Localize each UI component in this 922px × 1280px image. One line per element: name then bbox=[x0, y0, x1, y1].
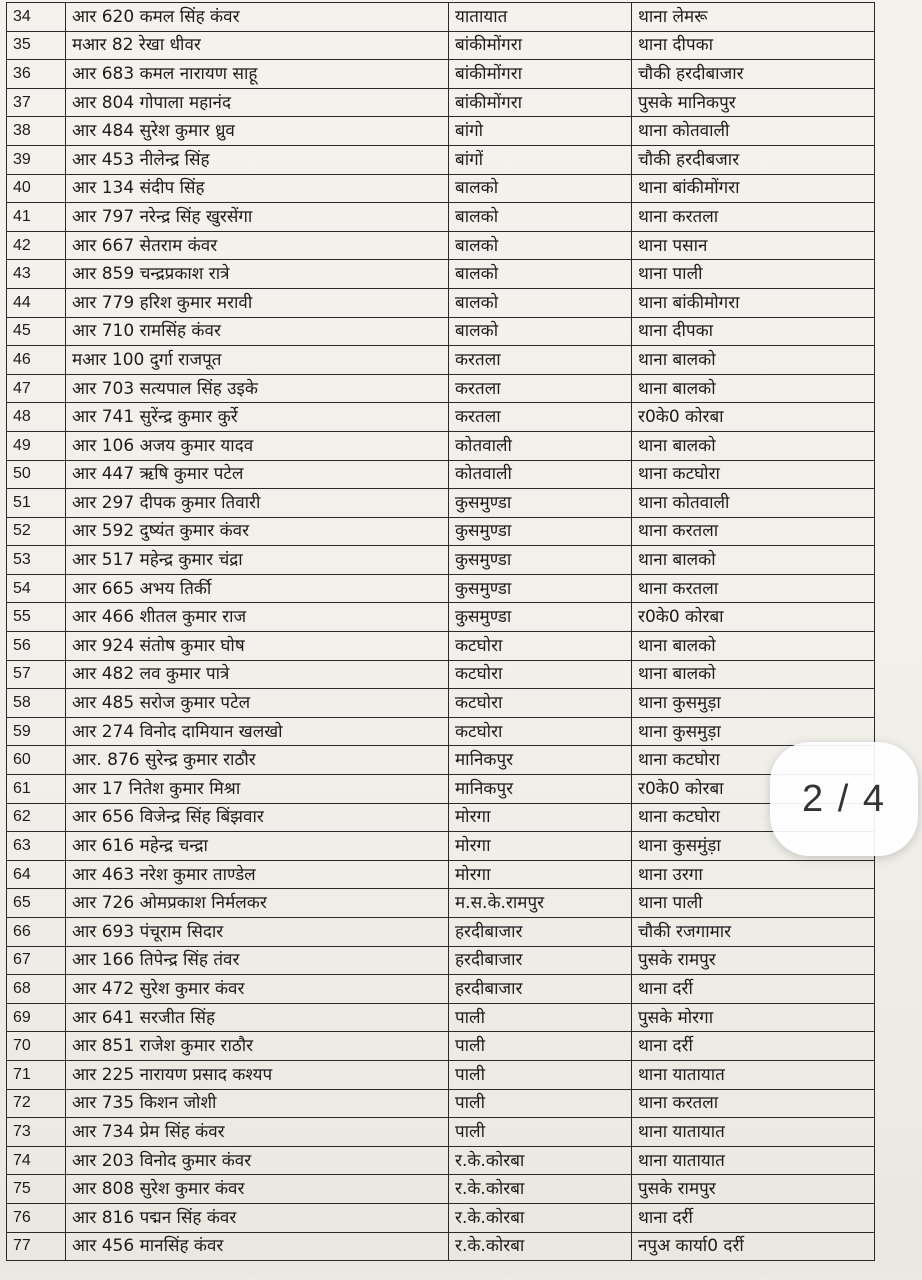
serial-number: 72 bbox=[7, 1089, 66, 1118]
table-row bbox=[7, 60, 912, 89]
employee-name: आर. 876 सुरेन्द्र कुमार राठौर bbox=[66, 746, 449, 775]
to-posting: थाना बालको bbox=[632, 346, 875, 375]
serial-number: 38 bbox=[7, 117, 66, 146]
to-posting: पुसके रामपुर bbox=[632, 946, 875, 975]
table-row bbox=[7, 31, 912, 60]
table-row bbox=[7, 460, 912, 489]
margin-cell bbox=[875, 517, 912, 546]
table-row bbox=[7, 946, 912, 975]
to-posting: थाना पसान bbox=[632, 231, 875, 260]
table-row bbox=[7, 1003, 912, 1032]
to-posting: थाना बालको bbox=[632, 660, 875, 689]
serial-number: 70 bbox=[7, 1032, 66, 1061]
serial-number: 37 bbox=[7, 88, 66, 117]
employee-name: आर 693 पंचूराम सिदार bbox=[66, 918, 449, 947]
serial-number: 41 bbox=[7, 203, 66, 232]
margin-cell bbox=[875, 489, 912, 518]
from-posting: करतला bbox=[449, 346, 632, 375]
serial-number: 61 bbox=[7, 775, 66, 804]
margin-cell bbox=[875, 1060, 912, 1089]
serial-number: 77 bbox=[7, 1232, 66, 1261]
serial-number: 53 bbox=[7, 546, 66, 575]
employee-name: आर 485 सरोज कुमार पटेल bbox=[66, 689, 449, 718]
from-posting: हरदीबाजार bbox=[449, 946, 632, 975]
from-posting: मानिकपुर bbox=[449, 775, 632, 804]
employee-name: आर 620 कमल सिंह कंवर bbox=[66, 3, 449, 32]
from-posting: बांगों bbox=[449, 145, 632, 174]
to-posting: थाना कोतवाली bbox=[632, 117, 875, 146]
table-row bbox=[7, 88, 912, 117]
margin-cell bbox=[875, 60, 912, 89]
margin-cell bbox=[875, 460, 912, 489]
from-posting: कटघोरा bbox=[449, 717, 632, 746]
employee-name: आर 447 ऋषि कुमार पटेल bbox=[66, 460, 449, 489]
serial-number: 63 bbox=[7, 832, 66, 861]
margin-cell bbox=[875, 346, 912, 375]
table-row bbox=[7, 1089, 912, 1118]
to-posting: थाना करतला bbox=[632, 203, 875, 232]
serial-number: 39 bbox=[7, 145, 66, 174]
employee-name: आर 203 विनोद कुमार कंवर bbox=[66, 1146, 449, 1175]
to-posting: थाना यातायात bbox=[632, 1118, 875, 1147]
to-posting: थाना बालको bbox=[632, 431, 875, 460]
employee-name: आर 641 सरजीत सिंह bbox=[66, 1003, 449, 1032]
to-posting: थाना कटघोरा bbox=[632, 460, 875, 489]
from-posting: कोतवाली bbox=[449, 431, 632, 460]
table-row bbox=[7, 1060, 912, 1089]
serial-number: 43 bbox=[7, 260, 66, 289]
table-row bbox=[7, 1203, 912, 1232]
serial-number: 73 bbox=[7, 1118, 66, 1147]
to-posting: चौकी रजगामार bbox=[632, 918, 875, 947]
table-row bbox=[7, 374, 912, 403]
table-row bbox=[7, 346, 912, 375]
serial-number: 35 bbox=[7, 31, 66, 60]
serial-number: 71 bbox=[7, 1060, 66, 1089]
to-posting: थाना बालको bbox=[632, 546, 875, 575]
table-row bbox=[7, 174, 912, 203]
from-posting: बांकीमोंगरा bbox=[449, 31, 632, 60]
margin-cell bbox=[875, 374, 912, 403]
margin-cell bbox=[875, 260, 912, 289]
table-row bbox=[7, 1118, 912, 1147]
table-row bbox=[7, 889, 912, 918]
employee-name: आर 735 किशन जोशी bbox=[66, 1089, 449, 1118]
from-posting: बालको bbox=[449, 288, 632, 317]
from-posting: पाली bbox=[449, 1003, 632, 1032]
table-row bbox=[7, 918, 912, 947]
from-posting: र.के.कोरबा bbox=[449, 1146, 632, 1175]
from-posting: कुसमुण्डा bbox=[449, 546, 632, 575]
employee-name: आर 466 शीतल कुमार राज bbox=[66, 603, 449, 632]
table-row bbox=[7, 317, 912, 346]
from-posting: बालको bbox=[449, 317, 632, 346]
from-posting: बांकीमोंगरा bbox=[449, 60, 632, 89]
margin-cell bbox=[875, 1032, 912, 1061]
table-row bbox=[7, 632, 912, 661]
to-posting: र0के0 कोरबा bbox=[632, 603, 875, 632]
employee-name: आर 592 दुष्यंत कुमार कंवर bbox=[66, 517, 449, 546]
table-row bbox=[7, 1175, 912, 1204]
serial-number: 51 bbox=[7, 489, 66, 518]
from-posting: कटघोरा bbox=[449, 689, 632, 718]
table-row bbox=[7, 1032, 912, 1061]
table-row bbox=[7, 403, 912, 432]
serial-number: 74 bbox=[7, 1146, 66, 1175]
serial-number: 69 bbox=[7, 1003, 66, 1032]
employee-name: आर 134 संदीप सिंह bbox=[66, 174, 449, 203]
employee-name: आर 924 संतोष कुमार घोष bbox=[66, 632, 449, 661]
serial-number: 76 bbox=[7, 1203, 66, 1232]
to-posting: थाना दर्री bbox=[632, 1032, 875, 1061]
serial-number: 64 bbox=[7, 860, 66, 889]
from-posting: र.के.कोरबा bbox=[449, 1232, 632, 1261]
from-posting: बालको bbox=[449, 203, 632, 232]
table-row bbox=[7, 3, 912, 32]
margin-cell bbox=[875, 31, 912, 60]
from-posting: यातायात bbox=[449, 3, 632, 32]
to-posting: थाना कुसमुड़ा bbox=[632, 689, 875, 718]
margin-cell bbox=[875, 3, 912, 32]
serial-number: 57 bbox=[7, 660, 66, 689]
margin-cell bbox=[875, 946, 912, 975]
from-posting: कटघोरा bbox=[449, 660, 632, 689]
employee-name: आर 816 पद्मन सिंह कंवर bbox=[66, 1203, 449, 1232]
margin-cell bbox=[875, 975, 912, 1004]
to-posting: चौकी हरदीबजार bbox=[632, 145, 875, 174]
to-posting: थाना कटघोरा bbox=[632, 746, 875, 775]
margin-cell bbox=[875, 403, 912, 432]
margin-cell bbox=[875, 1175, 912, 1204]
table-row bbox=[7, 1232, 912, 1261]
table-row bbox=[7, 860, 912, 889]
margin-cell bbox=[875, 174, 912, 203]
to-posting: नपुअ कार्या0 दर्री bbox=[632, 1232, 875, 1261]
transfer-roster-table bbox=[6, 2, 911, 1261]
serial-number: 46 bbox=[7, 346, 66, 375]
serial-number: 55 bbox=[7, 603, 66, 632]
from-posting: मोरगा bbox=[449, 832, 632, 861]
employee-name: आर 804 गोपाला महानंद bbox=[66, 88, 449, 117]
employee-name: आर 472 सुरेश कुमार कंवर bbox=[66, 975, 449, 1004]
to-posting: थाना यातायात bbox=[632, 1146, 875, 1175]
table-row bbox=[7, 117, 912, 146]
serial-number: 66 bbox=[7, 918, 66, 947]
to-posting: पुसके मोरगा bbox=[632, 1003, 875, 1032]
to-posting: थाना करतला bbox=[632, 517, 875, 546]
table-row bbox=[7, 660, 912, 689]
table-row bbox=[7, 689, 912, 718]
serial-number: 36 bbox=[7, 60, 66, 89]
from-posting: र.के.कोरबा bbox=[449, 1203, 632, 1232]
to-posting: थाना कुसमुड़ा bbox=[632, 717, 875, 746]
from-posting: मानिकपुर bbox=[449, 746, 632, 775]
employee-name: आर 656 विजेन्द्र सिंह बिंझवार bbox=[66, 803, 449, 832]
to-posting: थाना पाली bbox=[632, 889, 875, 918]
margin-cell bbox=[875, 117, 912, 146]
serial-number: 47 bbox=[7, 374, 66, 403]
employee-name: मआर 82 रेखा धीवर bbox=[66, 31, 449, 60]
employee-name: आर 463 नरेश कुमार ताण्डेल bbox=[66, 860, 449, 889]
table-row bbox=[7, 975, 912, 1004]
table-row bbox=[7, 260, 912, 289]
margin-cell bbox=[875, 603, 912, 632]
margin-cell bbox=[875, 1146, 912, 1175]
serial-number: 49 bbox=[7, 431, 66, 460]
from-posting: कुसमुण्डा bbox=[449, 603, 632, 632]
serial-number: 40 bbox=[7, 174, 66, 203]
margin-cell bbox=[875, 889, 912, 918]
from-posting: कुसमुण्डा bbox=[449, 574, 632, 603]
employee-name: आर 453 नीलेन्द्र सिंह bbox=[66, 145, 449, 174]
to-posting: थाना बालको bbox=[632, 374, 875, 403]
from-posting: कटघोरा bbox=[449, 632, 632, 661]
employee-name: आर 797 नरेन्द्र सिंह खुरसेंगा bbox=[66, 203, 449, 232]
to-posting: थाना दर्री bbox=[632, 1203, 875, 1232]
to-posting: थाना बालको bbox=[632, 632, 875, 661]
from-posting: कोतवाली bbox=[449, 460, 632, 489]
to-posting: थाना लेमरू bbox=[632, 3, 875, 32]
from-posting: मोरगा bbox=[449, 860, 632, 889]
from-posting: करतला bbox=[449, 403, 632, 432]
table-row bbox=[7, 145, 912, 174]
to-posting: थाना पाली bbox=[632, 260, 875, 289]
table-row bbox=[7, 574, 912, 603]
employee-name: आर 726 ओमप्रकाश निर्मलकर bbox=[66, 889, 449, 918]
employee-name: आर 106 अजय कुमार यादव bbox=[66, 431, 449, 460]
table-row bbox=[7, 603, 912, 632]
page-bottom-shade bbox=[0, 1262, 922, 1280]
table-row bbox=[7, 517, 912, 546]
to-posting: र0के0 कोरबा bbox=[632, 403, 875, 432]
serial-number: 62 bbox=[7, 803, 66, 832]
employee-name: आर 225 नारायण प्रसाद कश्यप bbox=[66, 1060, 449, 1089]
serial-number: 42 bbox=[7, 231, 66, 260]
employee-name: आर 456 मानसिंह कंवर bbox=[66, 1232, 449, 1261]
employee-name: आर 741 सुरेंन्द्र कुमार कुर्रे bbox=[66, 403, 449, 432]
employee-name: आर 683 कमल नारायण साहू bbox=[66, 60, 449, 89]
margin-cell bbox=[875, 288, 912, 317]
margin-cell bbox=[875, 660, 912, 689]
margin-cell bbox=[875, 88, 912, 117]
employee-name: आर 517 महेन्द्र कुमार चंद्रा bbox=[66, 546, 449, 575]
employee-name: आर 616 महेन्द्र चन्द्रा bbox=[66, 832, 449, 861]
from-posting: कुसमुण्डा bbox=[449, 489, 632, 518]
serial-number: 34 bbox=[7, 3, 66, 32]
table-row bbox=[7, 1146, 912, 1175]
margin-cell bbox=[875, 1089, 912, 1118]
serial-number: 48 bbox=[7, 403, 66, 432]
employee-name: आर 710 रामसिंह कंवर bbox=[66, 317, 449, 346]
to-posting: पुसके मानिकपुर bbox=[632, 88, 875, 117]
employee-name: आर 484 सुरेश कुमार ध्रुव bbox=[66, 117, 449, 146]
to-posting: र0के0 कोरबा bbox=[632, 775, 875, 804]
serial-number: 52 bbox=[7, 517, 66, 546]
serial-number: 65 bbox=[7, 889, 66, 918]
serial-number: 54 bbox=[7, 574, 66, 603]
table-row bbox=[7, 231, 912, 260]
to-posting: थाना करतला bbox=[632, 1089, 875, 1118]
from-posting: मोरगा bbox=[449, 803, 632, 832]
employee-name: आर 859 चन्द्रप्रकाश रात्रे bbox=[66, 260, 449, 289]
employee-name: आर 851 राजेश कुमार राठौर bbox=[66, 1032, 449, 1061]
from-posting: बालको bbox=[449, 174, 632, 203]
serial-number: 50 bbox=[7, 460, 66, 489]
employee-name: आर 808 सुरेश कुमार कंवर bbox=[66, 1175, 449, 1204]
from-posting: करतला bbox=[449, 374, 632, 403]
to-posting: थाना बांकीमोंगरा bbox=[632, 174, 875, 203]
employee-name: मआर 100 दुर्गा राजपूत bbox=[66, 346, 449, 375]
employee-name: आर 665 अभय तिर्की bbox=[66, 574, 449, 603]
serial-number: 58 bbox=[7, 689, 66, 718]
margin-cell bbox=[875, 203, 912, 232]
to-posting: थाना दर्री bbox=[632, 975, 875, 1004]
margin-cell bbox=[875, 574, 912, 603]
margin-cell bbox=[875, 860, 912, 889]
from-posting: र.के.कोरबा bbox=[449, 1175, 632, 1204]
table-row bbox=[7, 288, 912, 317]
employee-name: आर 297 दीपक कुमार तिवारी bbox=[66, 489, 449, 518]
from-posting: कुसमुण्डा bbox=[449, 517, 632, 546]
employee-name: आर 17 नितेश कुमार मिश्रा bbox=[66, 775, 449, 804]
to-posting: थाना कटघोरा bbox=[632, 803, 875, 832]
employee-name: आर 734 प्रेम सिंह कंवर bbox=[66, 1118, 449, 1147]
to-posting: थाना कोतवाली bbox=[632, 489, 875, 518]
margin-cell bbox=[875, 689, 912, 718]
employee-name: आर 667 सेतराम कंवर bbox=[66, 231, 449, 260]
serial-number: 45 bbox=[7, 317, 66, 346]
from-posting: पाली bbox=[449, 1118, 632, 1147]
margin-cell bbox=[875, 231, 912, 260]
table-row bbox=[7, 431, 912, 460]
table-row bbox=[7, 203, 912, 232]
to-posting: थाना दीपका bbox=[632, 31, 875, 60]
employee-name: आर 482 लव कुमार पात्रे bbox=[66, 660, 449, 689]
margin-cell bbox=[875, 317, 912, 346]
margin-cell bbox=[875, 145, 912, 174]
from-posting: पाली bbox=[449, 1060, 632, 1089]
margin-cell bbox=[875, 546, 912, 575]
serial-number: 67 bbox=[7, 946, 66, 975]
to-posting: थाना दीपका bbox=[632, 317, 875, 346]
from-posting: पाली bbox=[449, 1089, 632, 1118]
table-row bbox=[7, 546, 912, 575]
margin-cell bbox=[875, 1118, 912, 1147]
margin-cell bbox=[875, 632, 912, 661]
table-row bbox=[7, 489, 912, 518]
from-posting: बालको bbox=[449, 231, 632, 260]
to-posting: पुसके रामपुर bbox=[632, 1175, 875, 1204]
from-posting: म.स.के.रामपुर bbox=[449, 889, 632, 918]
to-posting: थाना उरगा bbox=[632, 860, 875, 889]
from-posting: पाली bbox=[449, 1032, 632, 1061]
to-posting: थाना यातायात bbox=[632, 1060, 875, 1089]
employee-name: आर 166 तिपेन्द्र सिंह तंवर bbox=[66, 946, 449, 975]
serial-number: 68 bbox=[7, 975, 66, 1004]
serial-number: 56 bbox=[7, 632, 66, 661]
from-posting: बालको bbox=[449, 260, 632, 289]
margin-cell bbox=[875, 1232, 912, 1261]
margin-cell bbox=[875, 918, 912, 947]
margin-cell bbox=[875, 1203, 912, 1232]
employee-name: आर 779 हरिश कुमार मरावी bbox=[66, 288, 449, 317]
employee-name: आर 274 विनोद दामियान खलखो bbox=[66, 717, 449, 746]
to-posting: थाना करतला bbox=[632, 574, 875, 603]
serial-number: 75 bbox=[7, 1175, 66, 1204]
employee-name: आर 703 सत्यपाल सिंह उइके bbox=[66, 374, 449, 403]
to-posting: थाना कुसमुंड़ा bbox=[632, 832, 875, 861]
from-posting: बांगो bbox=[449, 117, 632, 146]
table-row bbox=[7, 717, 912, 746]
serial-number: 60 bbox=[7, 746, 66, 775]
from-posting: हरदीबाजार bbox=[449, 918, 632, 947]
margin-cell bbox=[875, 431, 912, 460]
roster-body bbox=[7, 3, 912, 1261]
serial-number: 59 bbox=[7, 717, 66, 746]
to-posting: चौकी हरदीबाजार bbox=[632, 60, 875, 89]
from-posting: हरदीबाजार bbox=[449, 975, 632, 1004]
from-posting: बांकीमोंगरा bbox=[449, 88, 632, 117]
to-posting: थाना बांकीमोगरा bbox=[632, 288, 875, 317]
serial-number: 44 bbox=[7, 288, 66, 317]
margin-cell bbox=[875, 1003, 912, 1032]
page-indicator: 2 / 4 bbox=[770, 742, 918, 856]
